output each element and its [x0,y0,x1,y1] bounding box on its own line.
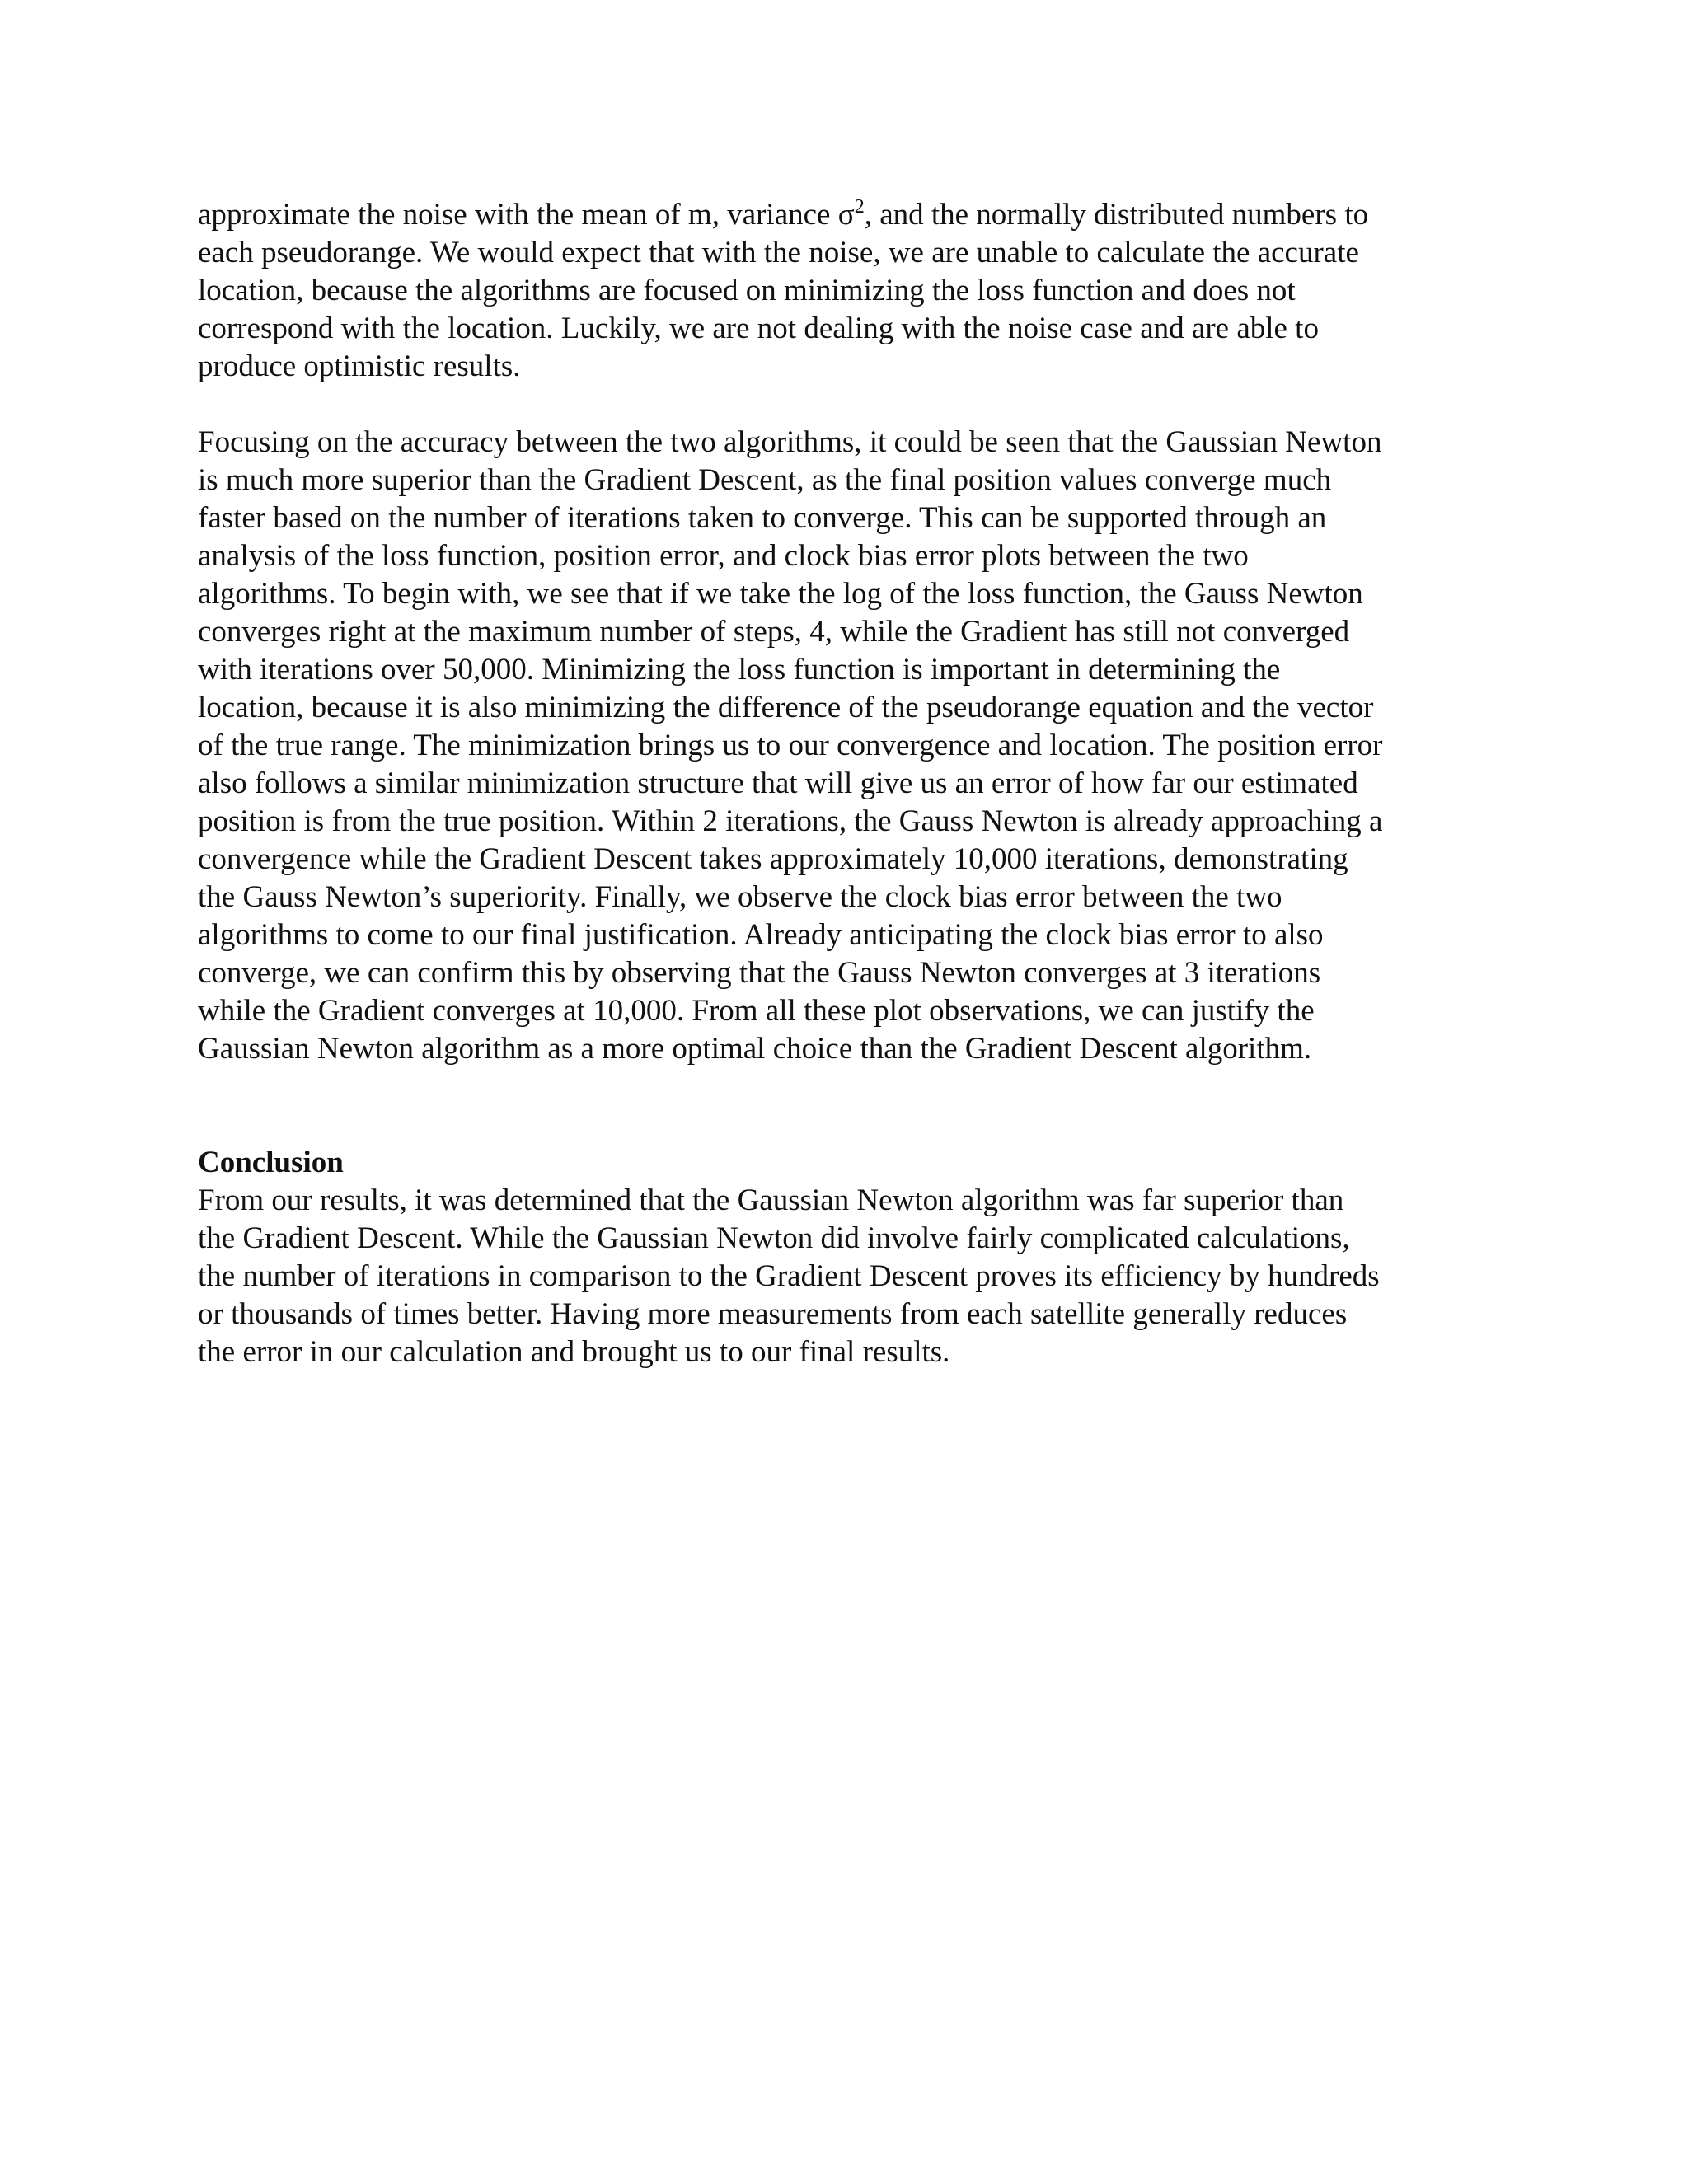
paragraph-noise [198,196,1500,386]
paragraph-accuracy [198,424,1500,1068]
paragraph-line: of the true range. The minimization brings us to our convergence and location. The position error [198,729,1383,762]
paragraph-line: converge, we can confirm this by observing that the Gauss Newton converges at 3 iterations [198,956,1321,990]
paragraph-line: produce optimistic results. [198,349,521,383]
paragraph-line: the error in our calculation and brought us to our final results. [198,1335,950,1369]
paragraph-line: algorithms. To begin with, we see that if we take the log of the loss function, the Gauss Newton [198,577,1363,611]
document-page [198,196,1500,1371]
paragraph-line: location, because the algorithms are focused on minimizing the loss function and does not [198,274,1296,307]
paragraph-line: or thousands of times better. Having more measurements from each satellite generally reduces [198,1297,1348,1331]
section-spacer [198,1068,1500,1144]
line-text: , and the normally distributed numbers to [864,198,1369,232]
paragraph-line: Focusing on the accuracy between the two algorithms, it could be seen that the Gaussian Newton [198,425,1382,459]
paragraph-line: the Gradient Descent. While the Gaussian Newton did involve fairly complicated calculations, [198,1221,1350,1255]
paragraph-line: with iterations over 50,000. Minimizing the loss function is important in determining the [198,653,1281,687]
paragraph-line: Gaussian Newton algorithm as a more optimal choice than the Gradient Descent algorithm. [198,1032,1312,1066]
line-text: approximate the noise with the mean of m, variance σ [198,198,855,232]
paragraph-line: the number of iterations in comparison to the Gradient Descent proves its efficiency by hundreds [198,1259,1380,1293]
paragraph-line: position is from the true position. Within 2 iterations, the Gauss Newton is already approaching a [198,804,1383,838]
paragraph-line: algorithms to come to our final justification. Already anticipating the clock bias error to also [198,918,1324,952]
paragraph-line: correspond with the location. Luckily, we are not dealing with the noise case and are able to [198,312,1319,345]
paragraph-line [198,196,1500,234]
paragraph-spacer [198,386,1500,424]
paragraph-line: converges right at the maximum number of steps, 4, while the Gradient has still not converged [198,615,1350,649]
superscript-exponent: 2 [854,196,865,218]
paragraph-line: also follows a similar minimization structure that will give us an error of how far our estimated [198,766,1358,800]
paragraph-line: faster based on the number of iterations taken to converge. This can be supported through an [198,501,1327,535]
paragraph-line: analysis of the loss function, position error, and clock bias error plots between the two [198,539,1249,573]
paragraph-line: convergence while the Gradient Descent takes approximately 10,000 iterations, demonstrating [198,842,1348,876]
paragraph-line: each pseudorange. We would expect that with the noise, we are unable to calculate the accurate [198,236,1359,269]
paragraph-line: while the Gradient converges at 10,000. From all these plot observations, we can justify the [198,994,1315,1028]
paragraph-line: the Gauss Newton’s superiority. Finally, we observe the clock bias error between the two [198,880,1282,914]
paragraph-line: is much more superior than the Gradient Descent, as the final position values converge much [198,463,1332,497]
paragraph-line: location, because it is also minimizing the difference of the pseudorange equation and the vector [198,691,1374,724]
conclusion-heading: Conclusion [198,1146,344,1179]
paragraph-conclusion [198,1182,1500,1371]
paragraph-line: From our results, it was determined that the Gaussian Newton algorithm was far superior than [198,1183,1344,1217]
